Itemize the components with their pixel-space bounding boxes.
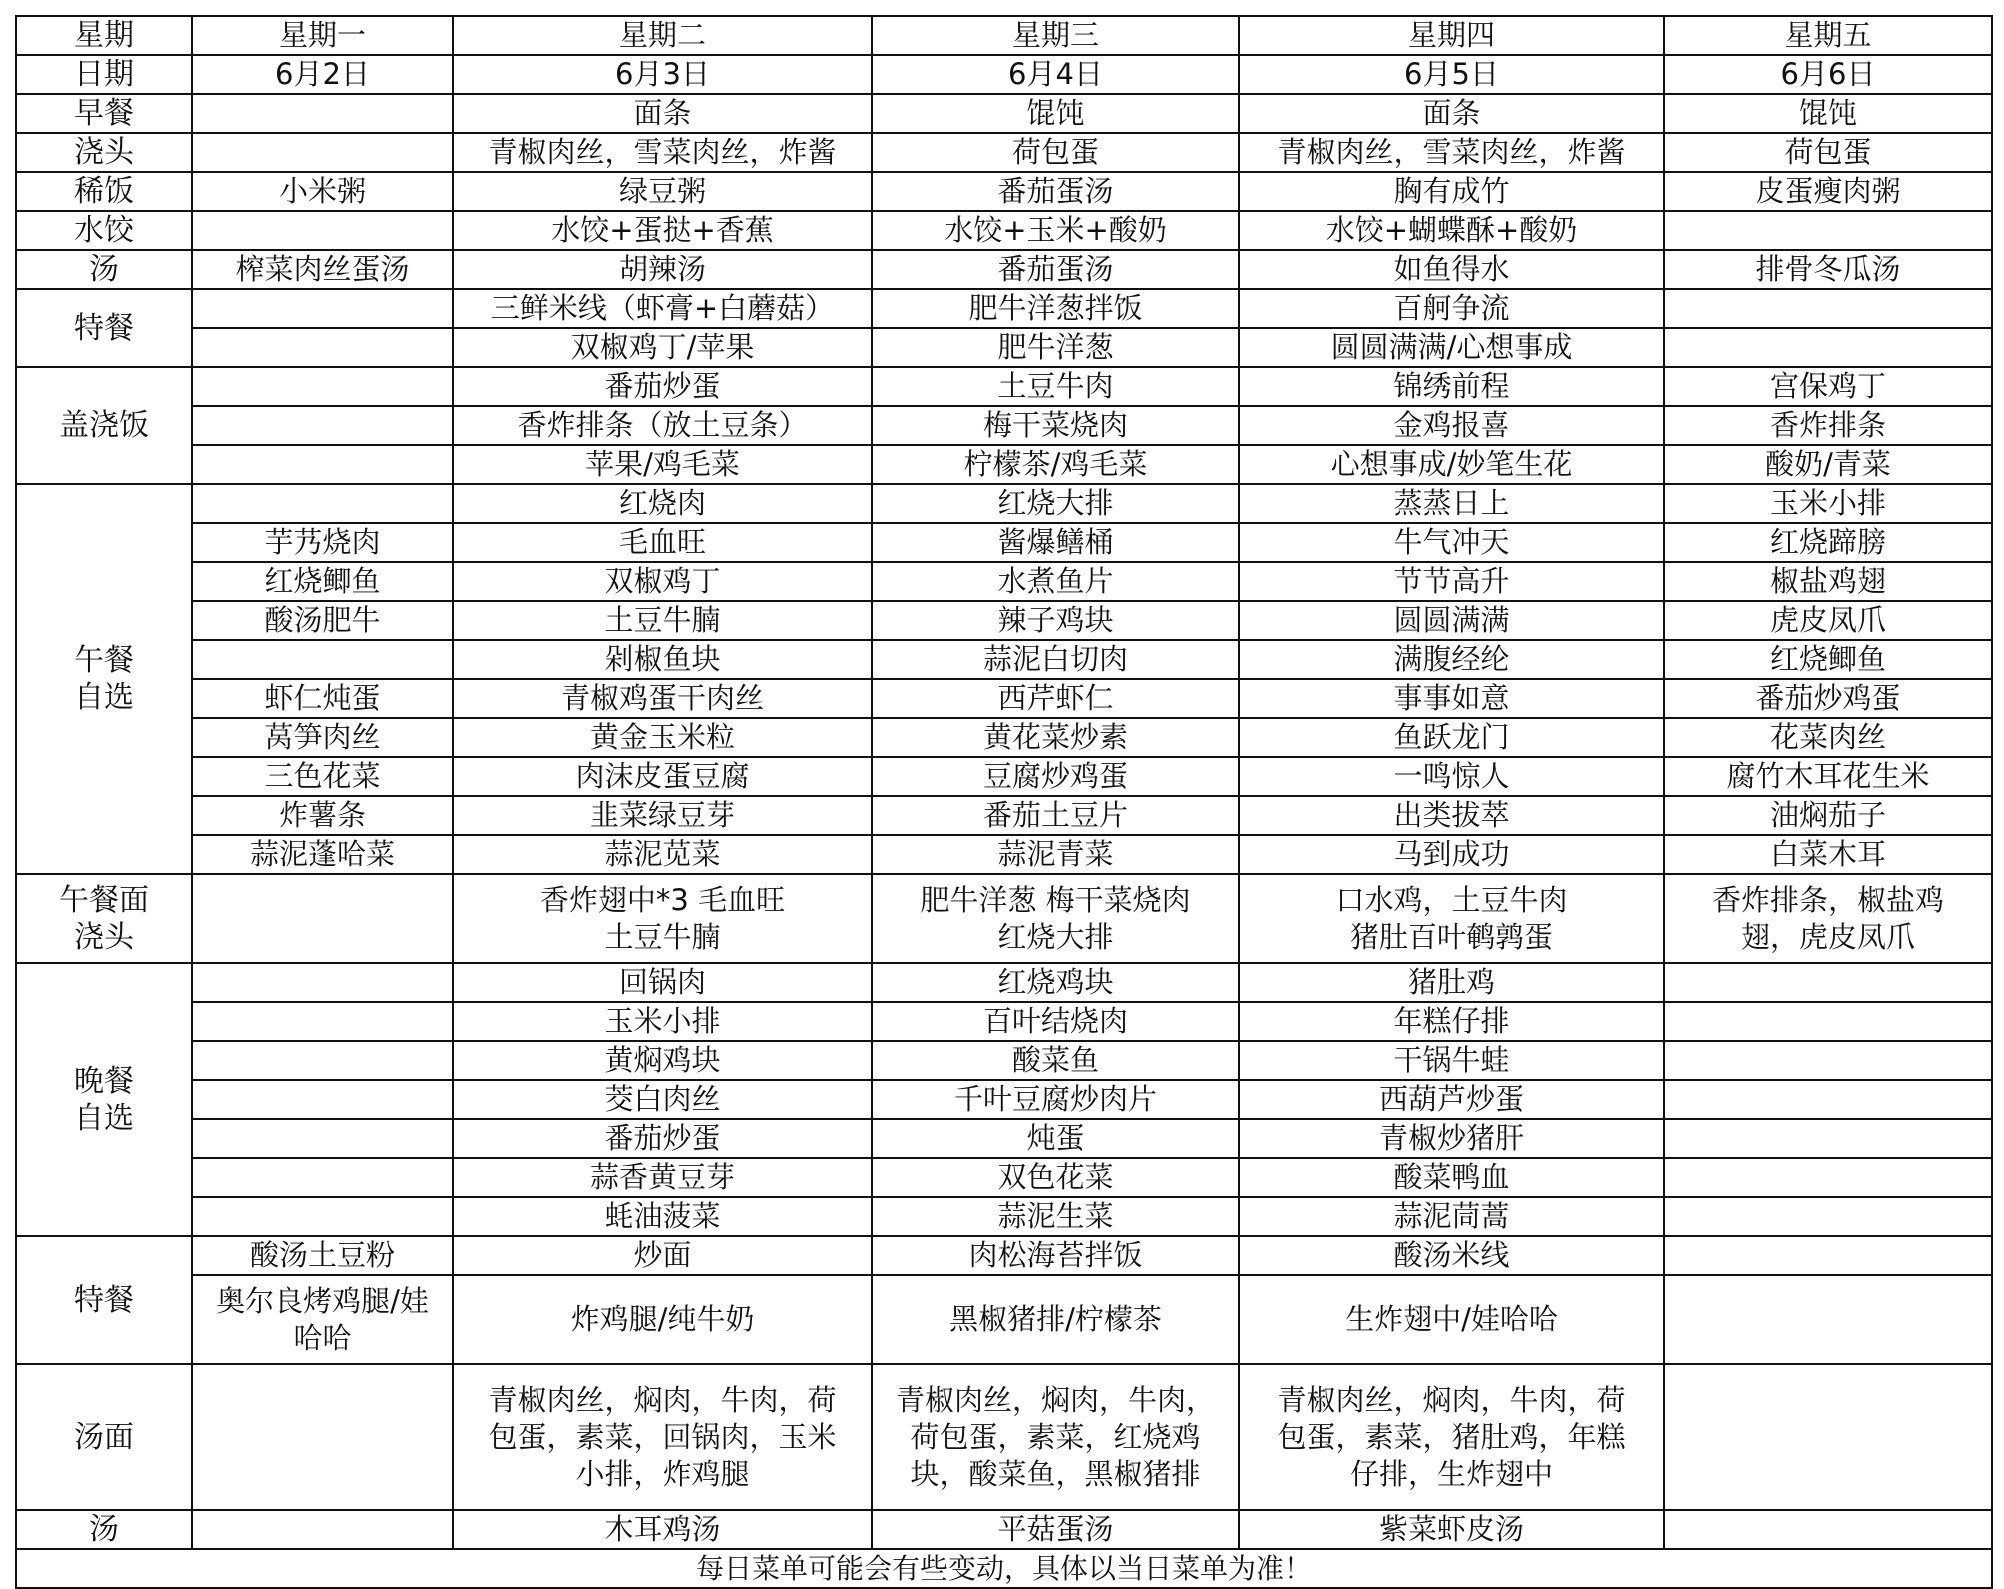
- special-cell: [192, 328, 453, 367]
- special2-cell: 炒面: [453, 1236, 872, 1275]
- lunch-cell: 红烧蹄膀: [1664, 523, 1992, 562]
- table-row: [16, 1197, 1992, 1236]
- soup-noodle-cell: [1664, 1364, 1992, 1510]
- soup-noodle-category-cell: 汤面: [16, 1364, 192, 1510]
- rice-cell: 心想事成/妙笔生花: [1239, 445, 1664, 484]
- lunch-cell: 番茄土豆片: [872, 796, 1239, 835]
- dinner-cell: 蒜泥生菜: [872, 1197, 1239, 1236]
- table-row: [16, 328, 1992, 367]
- special2-cell: 奥尔良烤鸡腿/娃 哈哈: [192, 1275, 453, 1364]
- table-row: [16, 445, 1992, 484]
- dinner-cell: [1664, 1080, 1992, 1119]
- lunch-cell: 西芹虾仁: [872, 679, 1239, 718]
- special-category-cell: 特餐: [16, 289, 192, 367]
- rice-cell: [192, 367, 453, 406]
- rice-cell: 苹果/鸡毛菜: [453, 445, 872, 484]
- date-cell: 6月3日: [453, 55, 872, 94]
- table-row: [16, 367, 1992, 406]
- special-cell: 肥牛洋葱: [872, 328, 1239, 367]
- lunch-cell: 白菜木耳: [1664, 835, 1992, 874]
- lunch-cell: 剁椒鱼块: [453, 640, 872, 679]
- dinner-cell: 回锅肉: [453, 963, 872, 1002]
- special2-cell: 酸汤米线: [1239, 1236, 1664, 1275]
- lunch-cell: 蒜泥白切肉: [872, 640, 1239, 679]
- special2-cell: 生炸翅中/娃哈哈: [1239, 1275, 1664, 1364]
- dinner-cell: 蒜香黄豆芽: [453, 1158, 872, 1197]
- soup-noodle-cell: 青椒肉丝，焖肉，牛肉，荷 包蛋，素菜，猪肚鸡，年糕 仔排，生炸翅中: [1239, 1364, 1664, 1510]
- rice-cell: 宫保鸡丁: [1664, 367, 1992, 406]
- lunch-cell: 莴笋肉丝: [192, 718, 453, 757]
- lunch-cell: 一鸣惊人: [1239, 757, 1664, 796]
- lunch-cell: 炸薯条: [192, 796, 453, 835]
- table-row: [16, 16, 1992, 55]
- date-cell: 6月6日: [1664, 55, 1992, 94]
- dumpling-cell: [1664, 211, 1992, 250]
- lunch-noodle-cell: 香炸翅中*3 毛血旺 土豆牛腩: [453, 874, 872, 963]
- rice-cell: 锦绣前程: [1239, 367, 1664, 406]
- table-row: [16, 1119, 1992, 1158]
- breakfast-cell: [192, 94, 453, 133]
- table-row: [16, 1236, 1992, 1275]
- lunch-cell: [192, 640, 453, 679]
- rice-cell: 番茄炒蛋: [453, 367, 872, 406]
- table-row: [16, 1041, 1992, 1080]
- lunch-cell: 椒盐鸡翅: [1664, 562, 1992, 601]
- lunch-cell: 水煮鱼片: [872, 562, 1239, 601]
- table-row: [16, 1158, 1992, 1197]
- table-row: [16, 757, 1992, 796]
- soup-cell: 番茄蛋汤: [872, 250, 1239, 289]
- soup2-cell: 平菇蛋汤: [872, 1510, 1239, 1549]
- lunch-cell: 番茄炒鸡蛋: [1664, 679, 1992, 718]
- lunch-cell: 豆腐炒鸡蛋: [872, 757, 1239, 796]
- lunch-cell: 酸汤肥牛: [192, 601, 453, 640]
- dinner-cell: [1664, 963, 1992, 1002]
- dinner-cell: 玉米小排: [453, 1002, 872, 1041]
- day-header-cell: 星期四: [1239, 16, 1664, 55]
- porridge-cell: 胸有成竹: [1239, 172, 1664, 211]
- special2-cell: 肉松海苔拌饭: [872, 1236, 1239, 1275]
- lunch-cell: 三色花菜: [192, 757, 453, 796]
- lunch-cell: 黄金玉米粒: [453, 718, 872, 757]
- table-row: [16, 484, 1992, 523]
- table-row: [16, 406, 1992, 445]
- lunch-cell: 肉沫皮蛋豆腐: [453, 757, 872, 796]
- dinner-cell: [192, 1041, 453, 1080]
- special-cell: 双椒鸡丁/苹果: [453, 328, 872, 367]
- table-row: [16, 796, 1992, 835]
- lunch-cell: 油焖茄子: [1664, 796, 1992, 835]
- lunch-cell: 出类拔萃: [1239, 796, 1664, 835]
- rice-cell: [192, 445, 453, 484]
- soup-cell: 排骨冬瓜汤: [1664, 250, 1992, 289]
- special2-cell: [1664, 1275, 1992, 1364]
- soup2-cell: [1664, 1510, 1992, 1549]
- day-header-cell: 星期一: [192, 16, 453, 55]
- table-row: [16, 211, 1992, 250]
- lunch-cell: 韭菜绿豆芽: [453, 796, 872, 835]
- table-row: [16, 835, 1992, 874]
- topping-cell: 青椒肉丝，雪菜肉丝，炸酱: [453, 133, 872, 172]
- weekly-menu-table: [15, 15, 1993, 1589]
- lunch-noodle-cell: 香炸排条，椒盐鸡 翅，虎皮凤爪: [1664, 874, 1992, 963]
- dinner-cell: [192, 1197, 453, 1236]
- lunch-noodle-cell: 肥牛洋葱 梅干菜烧肉 红烧大排: [872, 874, 1239, 963]
- soup2-cell: [192, 1510, 453, 1549]
- soup-cell: 榨菜肉丝蛋汤: [192, 250, 453, 289]
- soup2-cell: 紫菜虾皮汤: [1239, 1510, 1664, 1549]
- lunch-cell: 红烧鲫鱼: [1664, 640, 1992, 679]
- special-cell: 三鲜米线（虾膏+白蘑菇）: [453, 289, 872, 328]
- topping-cell: 荷包蛋: [872, 133, 1239, 172]
- menu-body: [16, 16, 1992, 1588]
- porridge-cell: 番茄蛋汤: [872, 172, 1239, 211]
- lunch-cell: 满腹经纶: [1239, 640, 1664, 679]
- dinner-cell: [192, 1119, 453, 1158]
- rice-cell: 土豆牛肉: [872, 367, 1239, 406]
- table-row: [16, 562, 1992, 601]
- lunch-cell: 马到成功: [1239, 835, 1664, 874]
- table-row: [16, 718, 1992, 757]
- dinner-cell: 干锅牛蛙: [1239, 1041, 1664, 1080]
- lunch-cell: 黄花菜炒素: [872, 718, 1239, 757]
- day-header-cell: 星期二: [453, 16, 872, 55]
- dumpling-cell: 水饺+玉米+酸奶: [872, 211, 1239, 250]
- lunch-cell: 红烧大排: [872, 484, 1239, 523]
- table-row: [16, 94, 1992, 133]
- dumpling-cell: [192, 211, 453, 250]
- dinner-cell: 炖蛋: [872, 1119, 1239, 1158]
- lunch-cell: 蒜泥青菜: [872, 835, 1239, 874]
- lunch-cell: 双椒鸡丁: [453, 562, 872, 601]
- dumpling-cell: 水饺+蛋挞+香蕉: [453, 211, 872, 250]
- footer-note-cell: 每日菜单可能会有些变动，具体以当日菜单为准！: [16, 1549, 1992, 1588]
- dinner-cell: 蒜泥茼蒿: [1239, 1197, 1664, 1236]
- dinner-cell: [1664, 1197, 1992, 1236]
- dinner-cell: 黄焖鸡块: [453, 1041, 872, 1080]
- table-row: [16, 1080, 1992, 1119]
- breakfast-cell: 面条: [453, 94, 872, 133]
- special-cell: 肥牛洋葱拌饭: [872, 289, 1239, 328]
- breakfast-cell: 馄饨: [872, 94, 1239, 133]
- lunch-cell: 蒸蒸日上: [1239, 484, 1664, 523]
- dumpling-cell: 水饺+蝴蝶酥+酸奶: [1239, 211, 1664, 250]
- soup-noodle-cell: [192, 1364, 453, 1510]
- soup-noodle-cell: 青椒肉丝，焖肉，牛肉， 荷包蛋，素菜，红烧鸡 块，酸菜鱼，黑椒猪排: [872, 1364, 1239, 1510]
- topping-cell: [192, 133, 453, 172]
- lunch-category-cell: 午餐 自选: [16, 484, 192, 874]
- soup-noodle-cell: 青椒肉丝，焖肉，牛肉，荷 包蛋，素菜，回锅肉，玉米 小排，炸鸡腿: [453, 1364, 872, 1510]
- date-cell: 6月4日: [872, 55, 1239, 94]
- date-label-cell: 日期: [16, 55, 192, 94]
- lunch-cell: 圆圆满满: [1239, 601, 1664, 640]
- table-row: [16, 640, 1992, 679]
- table-row: [16, 1275, 1992, 1364]
- topping-category-cell: 浇头: [16, 133, 192, 172]
- lunch-cell: 玉米小排: [1664, 484, 1992, 523]
- lunch-cell: 牛气冲天: [1239, 523, 1664, 562]
- lunch-noodle-cell: 口水鸡，土豆牛肉 猪肚百叶鹌鹑蛋: [1239, 874, 1664, 963]
- topping-cell: 青椒肉丝，雪菜肉丝，炸酱: [1239, 133, 1664, 172]
- table-row: [16, 55, 1992, 94]
- dinner-cell: 红烧鸡块: [872, 963, 1239, 1002]
- dinner-cell: 年糕仔排: [1239, 1002, 1664, 1041]
- soup-category-cell: 汤: [16, 250, 192, 289]
- rice-cell: 金鸡报喜: [1239, 406, 1664, 445]
- dinner-cell: 千叶豆腐炒肉片: [872, 1080, 1239, 1119]
- table-row: [16, 874, 1992, 963]
- lunch-cell: 蒜泥苋菜: [453, 835, 872, 874]
- dinner-cell: 茭白肉丝: [453, 1080, 872, 1119]
- dinner-cell: 酸菜鸭血: [1239, 1158, 1664, 1197]
- table-row: [16, 679, 1992, 718]
- porridge-cell: 皮蛋瘦肉粥: [1664, 172, 1992, 211]
- breakfast-category-cell: 早餐: [16, 94, 192, 133]
- lunch-noodle-cell: [192, 874, 453, 963]
- table-row: [16, 1364, 1992, 1510]
- breakfast-cell: 馄饨: [1664, 94, 1992, 133]
- lunch-cell: 腐竹木耳花生米: [1664, 757, 1992, 796]
- rice-cell: [192, 406, 453, 445]
- special2-category-cell: 特餐: [16, 1236, 192, 1364]
- rice-category-cell: 盖浇饭: [16, 367, 192, 484]
- lunch-cell: 红烧肉: [453, 484, 872, 523]
- dumpling-category-cell: 水饺: [16, 211, 192, 250]
- dinner-cell: [1664, 1158, 1992, 1197]
- day-header-cell: 星期五: [1664, 16, 1992, 55]
- dinner-cell: 酸菜鱼: [872, 1041, 1239, 1080]
- lunch-cell: 酱爆鳝桶: [872, 523, 1239, 562]
- dinner-cell: [1664, 1119, 1992, 1158]
- lunch-cell: 青椒鸡蛋干肉丝: [453, 679, 872, 718]
- special-cell: 圆圆满满/心想事成: [1239, 328, 1664, 367]
- rice-cell: 柠檬茶/鸡毛菜: [872, 445, 1239, 484]
- lunch-cell: 事事如意: [1239, 679, 1664, 718]
- rice-cell: 香炸排条: [1664, 406, 1992, 445]
- dinner-cell: [192, 1080, 453, 1119]
- dinner-cell: [192, 1002, 453, 1041]
- special-cell: [1664, 328, 1992, 367]
- special-cell: 百舸争流: [1239, 289, 1664, 328]
- week-label-cell: 星期: [16, 16, 192, 55]
- lunch-cell: 芋艿烧肉: [192, 523, 453, 562]
- lunch-cell: 花菜肉丝: [1664, 718, 1992, 757]
- rice-cell: 梅干菜烧肉: [872, 406, 1239, 445]
- date-cell: 6月5日: [1239, 55, 1664, 94]
- lunch-noodle-category-cell: 午餐面 浇头: [16, 874, 192, 963]
- table-row: [16, 1002, 1992, 1041]
- lunch-cell: 蒜泥蓬哈菜: [192, 835, 453, 874]
- special-cell: [192, 289, 453, 328]
- porridge-cell: 小米粥: [192, 172, 453, 211]
- porridge-cell: 绿豆粥: [453, 172, 872, 211]
- lunch-cell: 毛血旺: [453, 523, 872, 562]
- dinner-cell: 番茄炒蛋: [453, 1119, 872, 1158]
- soup-cell: 胡辣汤: [453, 250, 872, 289]
- special2-cell: [1664, 1236, 1992, 1275]
- lunch-cell: 虎皮凤爪: [1664, 601, 1992, 640]
- dinner-cell: [192, 963, 453, 1002]
- special2-cell: 酸汤土豆粉: [192, 1236, 453, 1275]
- soup2-cell: 木耳鸡汤: [453, 1510, 872, 1549]
- special2-cell: 黑椒猪排/柠檬茶: [872, 1275, 1239, 1364]
- lunch-cell: 鱼跃龙门: [1239, 718, 1664, 757]
- dinner-cell: 青椒炒猪肝: [1239, 1119, 1664, 1158]
- topping-cell: 荷包蛋: [1664, 133, 1992, 172]
- table-row: [16, 963, 1992, 1002]
- dinner-cell: 蚝油菠菜: [453, 1197, 872, 1236]
- soup-cell: 如鱼得水: [1239, 250, 1664, 289]
- breakfast-cell: 面条: [1239, 94, 1664, 133]
- special2-cell: 炸鸡腿/纯牛奶: [453, 1275, 872, 1364]
- table-row: [16, 133, 1992, 172]
- table-row: [16, 1510, 1992, 1549]
- table-row: [16, 172, 1992, 211]
- table-row: [16, 1549, 1992, 1588]
- table-row: [16, 289, 1992, 328]
- dinner-category-cell: 晚餐 自选: [16, 963, 192, 1236]
- lunch-cell: 土豆牛腩: [453, 601, 872, 640]
- special-cell: [1664, 289, 1992, 328]
- table-row: [16, 523, 1992, 562]
- rice-cell: 酸奶/青菜: [1664, 445, 1992, 484]
- dinner-cell: 双色花菜: [872, 1158, 1239, 1197]
- lunch-cell: 虾仁炖蛋: [192, 679, 453, 718]
- dinner-cell: [192, 1158, 453, 1197]
- dinner-cell: [1664, 1002, 1992, 1041]
- table-row: [16, 250, 1992, 289]
- lunch-cell: 节节高升: [1239, 562, 1664, 601]
- table-row: [16, 601, 1992, 640]
- porridge-category-cell: 稀饭: [16, 172, 192, 211]
- dinner-cell: 猪肚鸡: [1239, 963, 1664, 1002]
- dinner-cell: [1664, 1041, 1992, 1080]
- day-header-cell: 星期三: [872, 16, 1239, 55]
- lunch-cell: [192, 484, 453, 523]
- date-cell: 6月2日: [192, 55, 453, 94]
- lunch-cell: 辣子鸡块: [872, 601, 1239, 640]
- dinner-cell: 百叶结烧肉: [872, 1002, 1239, 1041]
- lunch-cell: 红烧鲫鱼: [192, 562, 453, 601]
- rice-cell: 香炸排条（放土豆条）: [453, 406, 872, 445]
- dinner-cell: 西葫芦炒蛋: [1239, 1080, 1664, 1119]
- soup2-category-cell: 汤: [16, 1510, 192, 1549]
